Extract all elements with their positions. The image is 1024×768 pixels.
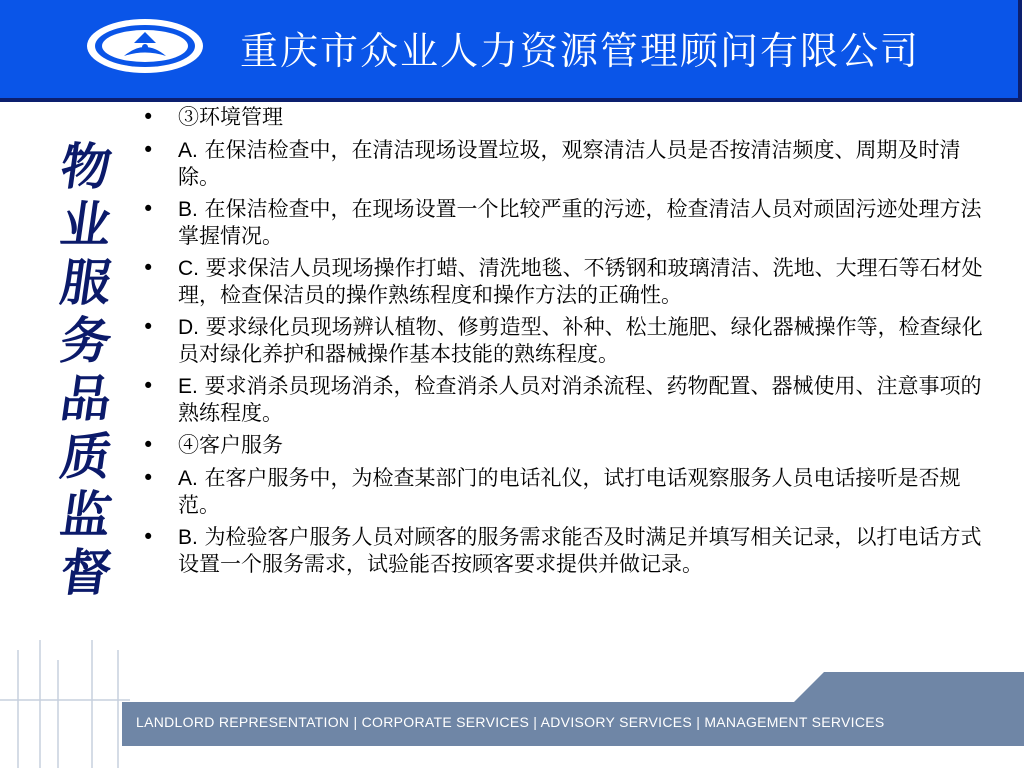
title-char: 质 xyxy=(56,427,116,486)
list-item xyxy=(142,314,988,367)
bullet-dot: • xyxy=(142,525,155,549)
list-item xyxy=(142,524,988,577)
item-text: 要求消杀员现场消杀，检查消杀人员对消杀流程、药物配置、器械使用、注意事项的熟练程度。 xyxy=(178,374,982,425)
list-item xyxy=(142,137,988,190)
item-label: B. xyxy=(178,526,198,549)
item-label: D. xyxy=(178,316,199,339)
footer-bottom-strip xyxy=(122,746,1024,768)
item-text: 要求绿化员现场辨认植物、修剪造型、补种、松土施肥、绿化器械操作等，检查绿化员对绿化养护和器械操作基本技能的熟练程度。 xyxy=(178,315,983,366)
item-text: 为检验客户服务人员对顾客的服务需求能否及时满足并填写相关记录，以打电话方式设置一个服务需求，试验能否按顾客要求提供并做记录。 xyxy=(178,525,982,576)
title-char: 物 xyxy=(56,137,116,196)
footer-tab-shape xyxy=(794,672,1024,702)
list-item xyxy=(142,104,988,131)
bullet-dot: • xyxy=(142,138,155,162)
title-char: 业 xyxy=(56,195,116,254)
bullet-dot: • xyxy=(142,315,155,339)
item-text: 在保洁检查中，在清洁现场设置垃圾，观察清洁人员是否按清洁频度、周期及时清除。 xyxy=(178,138,961,189)
bullet-dot: • xyxy=(142,433,155,457)
bullet-dot: • xyxy=(142,466,155,490)
item-text: ③环境管理 xyxy=(178,105,283,129)
bullet-dot: • xyxy=(142,197,155,221)
title-char: 品 xyxy=(56,369,116,428)
item-text: ④客户服务 xyxy=(178,433,283,457)
list-item xyxy=(142,196,988,249)
title-char: 服 xyxy=(56,253,116,312)
item-text: 要求保洁人员现场操作打蜡、清洗地毯、不锈钢和玻璃清洁、洗地、大理石等石材处理，检查保洁员的操作熟练程度和操作方法的正确性。 xyxy=(178,256,983,307)
company-name: 重庆市众业人力资源管理顾问有限公司 xyxy=(240,29,921,73)
bullet-dot: • xyxy=(142,256,155,280)
item-text: 在保洁检查中，在现场设置一个比较严重的污迹，检查清洁人员对顽固污迹处理方法掌握情况。 xyxy=(178,197,982,248)
list-item xyxy=(142,465,988,518)
header-banner xyxy=(0,0,1022,102)
item-label: C. xyxy=(178,257,199,280)
bullet-dot: • xyxy=(142,105,155,129)
footer-services-text: LANDLORD REPRESENTATION | CORPORATE SERVICES | ADVISORY SERVICES | MANAGEMENT SERVICES xyxy=(136,714,885,730)
decorative-lines xyxy=(0,640,130,768)
item-label: A. xyxy=(178,467,198,490)
list-item xyxy=(142,255,988,308)
item-label: B. xyxy=(178,198,198,221)
bullet-list xyxy=(142,104,988,583)
vertical-section-title xyxy=(56,138,116,602)
title-char: 监 xyxy=(56,485,116,544)
bullet-dot: • xyxy=(142,374,155,398)
title-char: 督 xyxy=(56,543,116,602)
title-char: 务 xyxy=(56,311,116,370)
list-item xyxy=(142,373,988,426)
list-item xyxy=(142,432,988,459)
item-label: A. xyxy=(178,139,198,162)
item-text: 在客户服务中，为检查某部门的电话礼仪，试打电话观察服务人员电话接听是否规范。 xyxy=(178,466,961,517)
company-logo-icon xyxy=(84,16,206,76)
footer-bar xyxy=(122,702,1024,746)
item-label: E. xyxy=(178,375,198,398)
